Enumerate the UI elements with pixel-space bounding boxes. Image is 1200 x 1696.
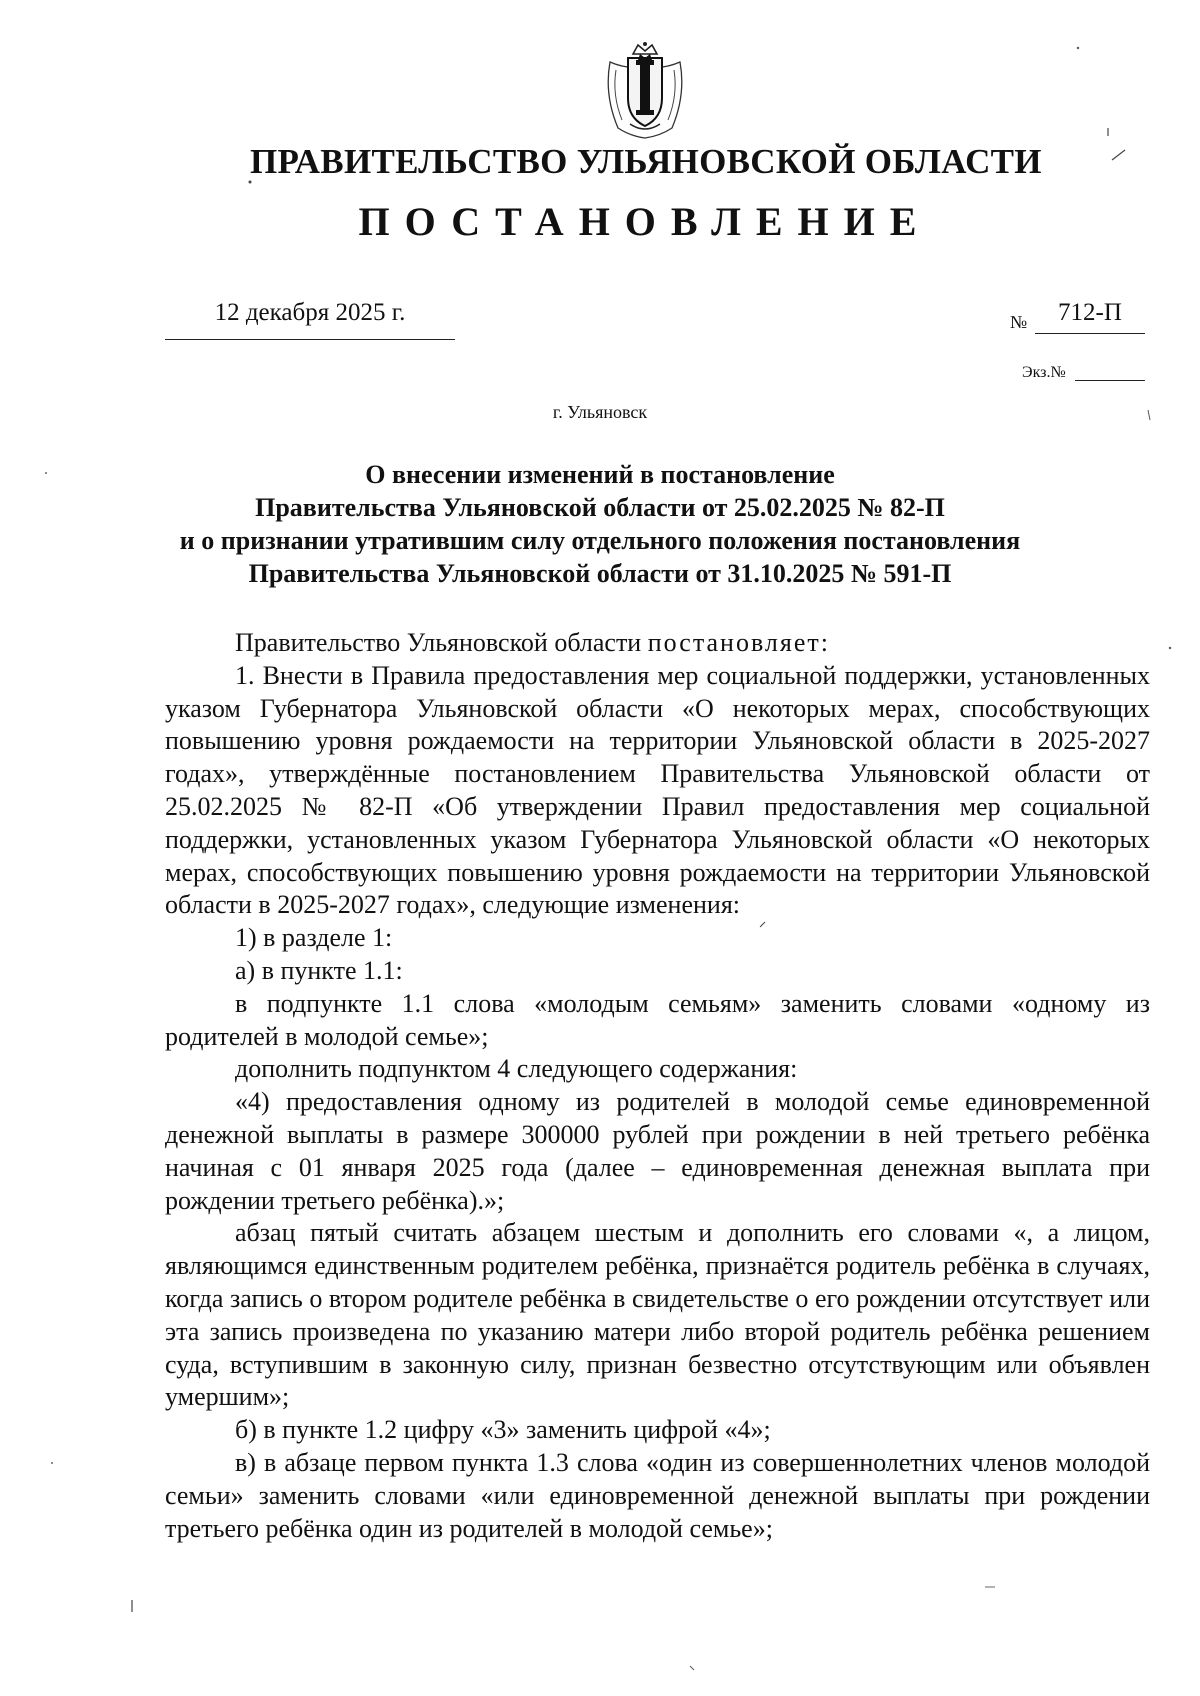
heading-line: О внесении изменений в постановление	[365, 460, 835, 489]
government-title: ПРАВИТЕЛЬСТВО УЛЬЯНОВСКОЙ ОБЛАСТИ	[250, 142, 1042, 181]
paragraph: «4) предоставления одному из родителей в молодой семье единовременной денежной выплаты в размере 300000 рублей при рождении в ней третьего ребёнка начиная с 01 января 2025 года (далее – единовременная денежная выплата при рождении третьего ребёнка).»;	[165, 1087, 1150, 1215]
intro-prefix: Правительство Ульяновской области	[235, 628, 648, 657]
paragraph: а) в пункте 1.1:	[235, 955, 403, 985]
paragraph: абзац пятый считать абзацем шестым и дополнить его словами «, а лицом, являющимся единственным родителем ребёнка, признаётся родитель ребёнка в случаях, когда запись о втором родителе ребёнка в свидетельстве о его рождении отсутствует или эта запись произведена по указанию матери либо второй родитель ребёнка решением суда, вступившим в законную силу, признан безвестно отсутствующим или объявлен умершим»;	[165, 1218, 1150, 1412]
document-type: ПОСТАНОВЛЕНИЕ	[358, 199, 932, 244]
intro-resolves: постановляет:	[647, 628, 830, 657]
number-label: №	[1010, 312, 1028, 332]
paragraph: 1. Внести в Правила предоставления мер социальной поддержки, установленных указом Губернатора Ульяновской области «О некоторых мерах, способствующих повышению уровня рождаемости на территории Ульяновской области в 2025-2027 годах», утверждённые постановлением Правительства Ульяновской области от 25.02.2025 № 82-П «Об утверждении Правил предоставления мер социальной поддержки, установленных указом Губернатора Ульяновской области «О некоторых мерах, способствующих повышению уровня рождаемости на территории Ульяновской области в 2025-2027 годах», следующие изменения:	[165, 660, 1150, 920]
paragraph: в) в абзаце первом пункта 1.3 слова «один из совершеннолетних членов молодой семьи» заменить словами «или единовременной денежной выплаты при рождении третьего ребёнка один из родителей в молодой семье»;	[165, 1447, 1150, 1543]
heading-line: Правительства Ульяновской области от 25.02.2025 № 82-П	[255, 493, 945, 522]
document-date: 12 декабря 2025 г.	[165, 299, 455, 340]
paragraph: б) в пункте 1.2 цифру «3» заменить цифрой «4»;	[235, 1415, 771, 1445]
paragraph: дополнить подпунктом 4 следующего содержания:	[235, 1054, 798, 1084]
copy-number-label: Экз.№	[1022, 364, 1066, 381]
heading-line: Правительства Ульяновской области от 31.10.2025 № 591-П	[248, 559, 952, 588]
heading-line: и о признании утратившим силу отдельного положения постановления	[179, 526, 1021, 555]
paragraph: в подпункте 1.1 слова «молодым семьям» заменить словами «одному из родителей в молодой семье»;	[165, 988, 1150, 1051]
city: г. Ульяновск	[552, 402, 648, 422]
document-number: 712-П	[1035, 299, 1145, 334]
paragraph: 1) в разделе 1:	[235, 923, 393, 953]
